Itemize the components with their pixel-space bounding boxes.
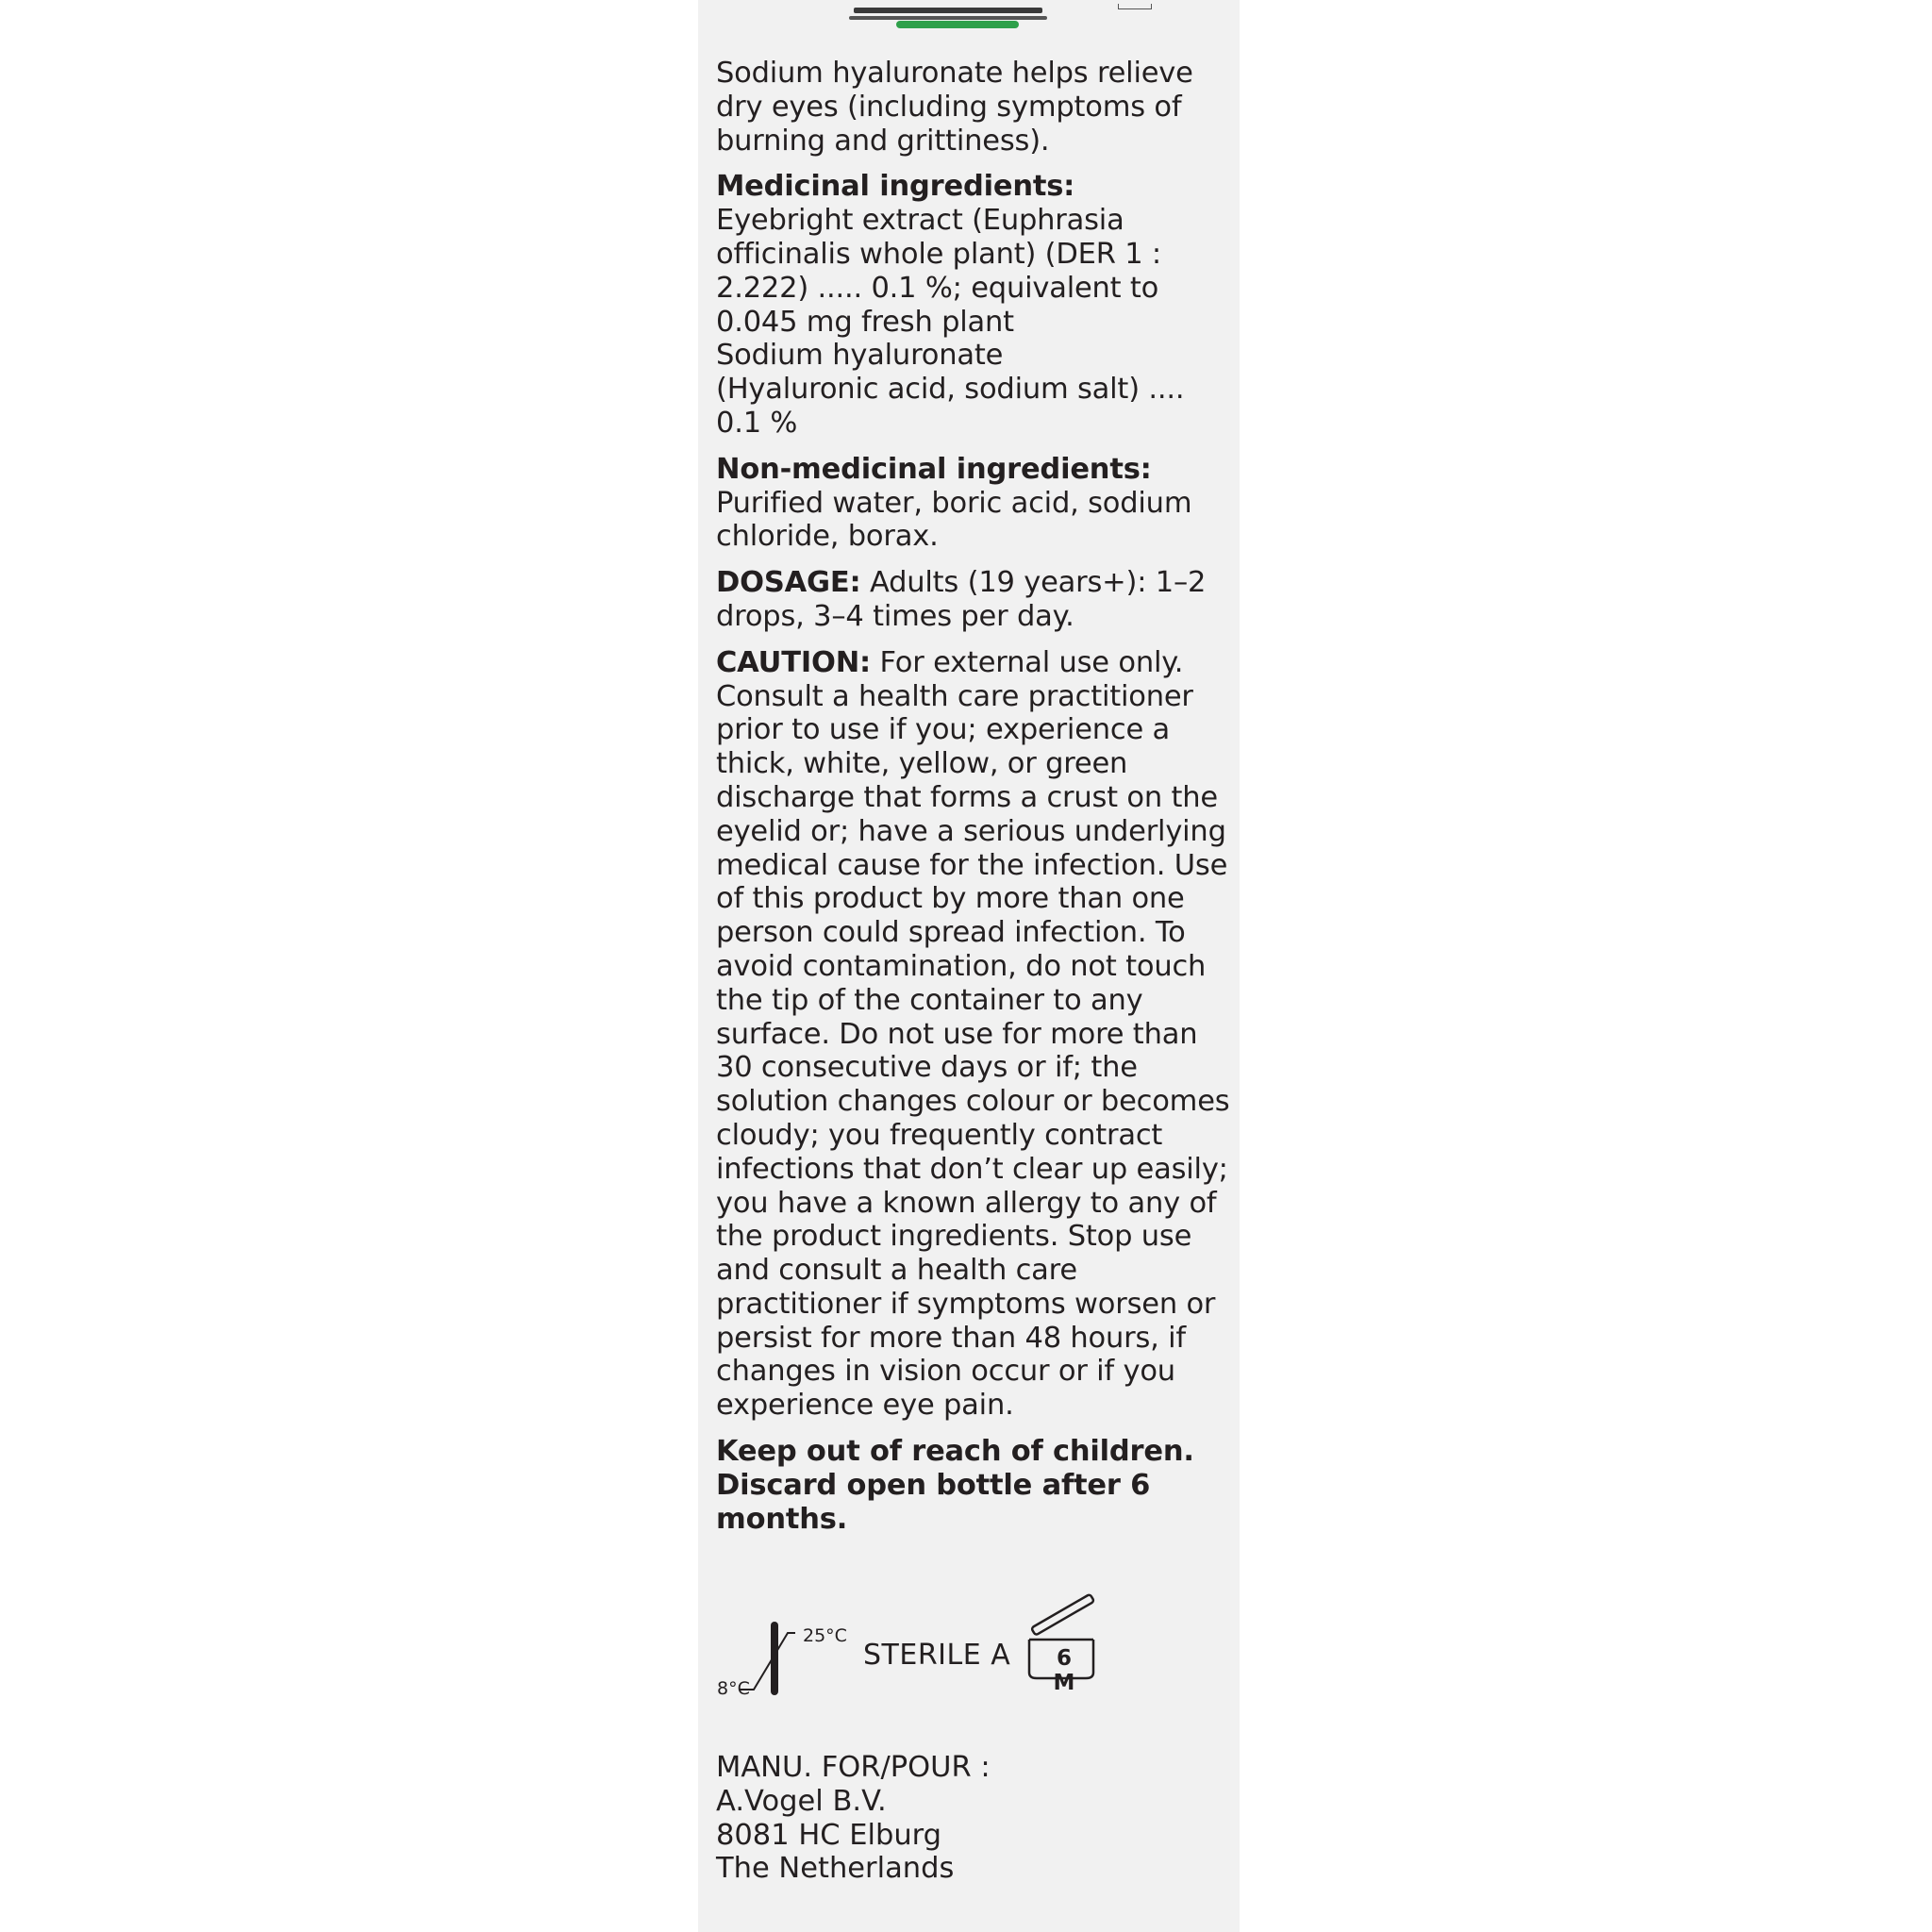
- dosage-text: Adults (19 years+): 1–2 drops, 3–4 times per day.: [716, 566, 1207, 633]
- temp-high-label: 25°C: [803, 1625, 847, 1646]
- temp-low-label: 8°C: [717, 1678, 750, 1699]
- period-after-opening-label: 6 M: [1053, 1646, 1077, 1695]
- top-print-strip: [854, 8, 1042, 13]
- medicinal-ingredient-line: Sodium hyaluronate: [716, 339, 1004, 373]
- warnings: [716, 1435, 1230, 1536]
- sterile-label: STERILE A: [863, 1639, 1011, 1672]
- storage-symbols: [712, 1580, 1108, 1703]
- manufacturer-line: A.Vogel B.V.: [716, 1784, 887, 1818]
- manufacturer-line: 8081 HC Elburg: [716, 1818, 942, 1852]
- dosage-section: [716, 566, 1230, 634]
- caution-text: For external use only. Consult a health care practitioner prior to use if you; experience a thick, white, yellow, or green discharge that forms a crust on the eyelid or; have a serious underlying medical cause for the infection. Use of this product by more than one person could spread infection. To avoid contamination, do not touch the tip of the container to any surface. Do not use for more than 30 consecutive days or if; the solution changes colour or becomes cloudy; you frequently contract infections that don’t clear up easily; you have a known allergy to any of the product ingredients. Stop use and consult a health care practitioner if symptoms worsen or persist for more than 48 hours, if changes in vision occur or if you experience eye pain.: [716, 645, 1230, 1423]
- top-print-strip-2: [849, 16, 1047, 20]
- manufacturer-block: [716, 1751, 1225, 1886]
- label-copy: [716, 57, 1230, 1548]
- dosage-heading: DOSAGE:: [716, 566, 861, 600]
- warning-children: Keep out of reach of children.: [716, 1435, 1194, 1469]
- caution-section: [716, 646, 1230, 1423]
- intro-text: Sodium hyaluronate helps relieve dry eyes (including symptoms of burning and grittiness).: [716, 57, 1193, 158]
- medicinal-ingredients-heading: Medicinal ingredients:: [716, 170, 1075, 204]
- caution-heading: CAUTION:: [716, 645, 872, 679]
- non-medicinal-ingredients-text: Purified water, boric acid, sodium chloride, borax.: [716, 486, 1192, 554]
- medicinal-ingredients-section: [716, 170, 1230, 440]
- non-medicinal-ingredients-heading: Non-medicinal ingredients:: [716, 452, 1152, 486]
- warning-discard: Discard open bottle after 6 months.: [716, 1468, 1151, 1536]
- medicinal-ingredient-line: (Hyaluronic acid, sodium salt) .... 0.1 %: [716, 373, 1185, 440]
- label-top-edge: [698, 0, 1240, 38]
- top-corner-mark: [1118, 4, 1152, 9]
- manufacturer-line: MANU. FOR/POUR :: [716, 1751, 991, 1784]
- brand-green-band: [896, 21, 1019, 28]
- non-medicinal-ingredients-section: [716, 453, 1230, 554]
- medicinal-ingredient-line: Eyebright extract (Euphrasia officinalis whole plant) (DER 1 : 2.222) ..... 0.1 %; equivalent to 0.045 mg fresh plant: [716, 204, 1162, 339]
- manufacturer-line: The Netherlands: [716, 1852, 955, 1886]
